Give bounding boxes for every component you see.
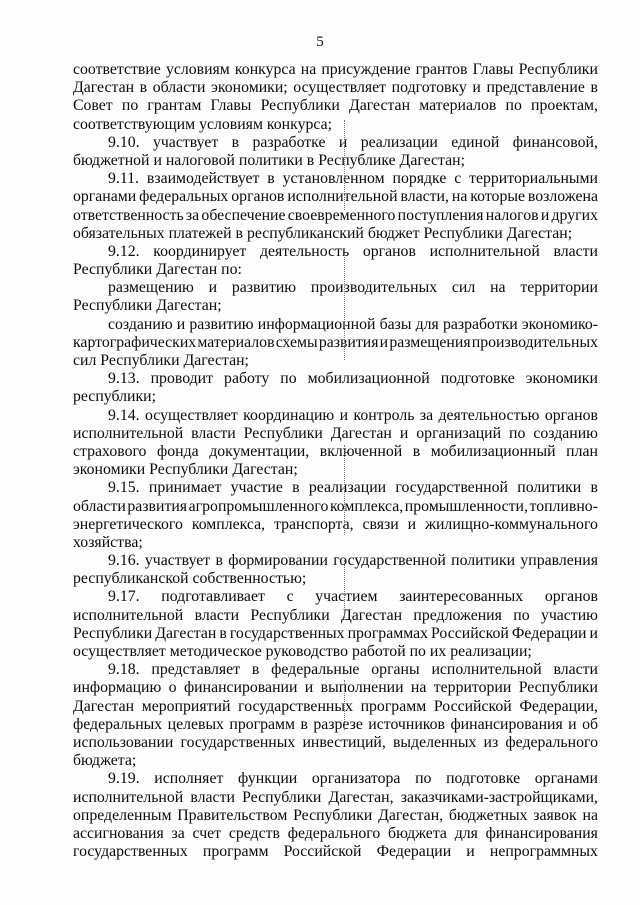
word: об <box>582 715 598 733</box>
word: реализации <box>308 479 387 497</box>
word: Республики <box>242 788 322 806</box>
word: средств <box>228 824 280 842</box>
word: и <box>399 424 409 442</box>
text-line: республики; <box>73 388 156 406</box>
word: федеральные <box>271 661 360 679</box>
word: органами <box>73 188 137 206</box>
word: проектам, <box>531 97 598 115</box>
word: участвует <box>144 552 211 570</box>
text-line <box>73 770 598 788</box>
word: экономики <box>525 370 598 388</box>
word: и <box>589 624 598 642</box>
word: Республики <box>260 97 340 115</box>
word: картографических <box>73 333 197 351</box>
word: Федерации, <box>519 697 598 715</box>
word: подготовке <box>440 370 515 388</box>
word: фонда <box>157 442 199 460</box>
word: координирует <box>153 242 247 260</box>
word: государственных <box>238 697 353 715</box>
word: агропромышленного <box>188 497 329 515</box>
word: работу <box>224 370 270 388</box>
word: и <box>304 679 314 697</box>
text-line <box>73 334 598 352</box>
word: поступления <box>397 206 484 224</box>
word: Российской <box>283 843 362 861</box>
word: Республики <box>293 806 373 824</box>
text-line <box>73 789 598 807</box>
word: конкурса <box>234 61 296 78</box>
word: развития <box>318 333 379 351</box>
text-line <box>73 825 598 843</box>
word: Главы <box>210 97 252 115</box>
word: и <box>339 406 349 424</box>
word: Республики <box>250 606 330 624</box>
word: представляет <box>151 661 241 679</box>
word: разработке <box>252 133 326 151</box>
word: целевых <box>167 715 224 733</box>
word: на <box>410 679 427 697</box>
word: организатора <box>311 770 401 788</box>
word: функции <box>238 770 298 788</box>
page-number: 5 <box>316 34 324 50</box>
word: 9.19. <box>108 770 140 788</box>
word: своевременного <box>287 206 396 224</box>
word: Главы <box>472 61 514 78</box>
word: 9.11. <box>108 170 140 188</box>
text-line: республиканской собственностью; <box>73 570 307 588</box>
scan-fold-mark <box>344 120 346 210</box>
word: исполнительной <box>73 606 184 624</box>
word: заказчиками-застройщиками, <box>400 788 598 806</box>
word: Дагестан <box>330 424 392 442</box>
word: органы <box>371 661 420 679</box>
word: созданию <box>108 315 173 333</box>
word: возложена <box>527 188 598 206</box>
word: предложения <box>413 606 502 624</box>
word: исполнительной <box>73 424 184 442</box>
word: в <box>590 479 598 497</box>
word: счет <box>192 824 222 842</box>
word: в <box>231 133 240 151</box>
word: области <box>73 497 126 515</box>
word: государственных <box>229 624 345 642</box>
word: по <box>415 770 432 788</box>
word: участие <box>230 479 283 497</box>
word: участием <box>315 588 378 606</box>
word: Федерации <box>376 843 452 861</box>
word: документации, <box>209 442 310 460</box>
word: 9.15. <box>108 479 140 497</box>
word: власти <box>553 661 598 679</box>
word: Дагестан <box>348 97 411 115</box>
word: из <box>483 733 499 751</box>
word: участию <box>540 606 598 624</box>
word: сил <box>451 279 476 297</box>
word: для <box>415 315 439 333</box>
word: Республики <box>73 624 153 642</box>
word: размещению <box>108 279 194 297</box>
word: материалов <box>419 97 497 115</box>
text-line <box>73 443 598 461</box>
word: власти, <box>400 188 449 206</box>
word: развития <box>127 497 188 515</box>
word: энергетического <box>73 515 183 533</box>
word: в <box>267 170 275 188</box>
word: исполняет <box>154 770 224 788</box>
scan-fold-mark <box>344 560 346 620</box>
text-line <box>73 607 598 625</box>
word: исполнительной <box>287 188 398 206</box>
word: на <box>582 806 598 824</box>
word: Республики <box>518 679 598 697</box>
text-line <box>73 243 598 261</box>
word: 9.10. <box>108 133 140 151</box>
word: которые <box>470 188 525 206</box>
word: реализации <box>360 133 438 151</box>
word: территории <box>433 679 512 697</box>
word: 9.18. <box>108 661 140 679</box>
text-line <box>73 79 598 97</box>
word: программ <box>360 697 427 715</box>
text-line <box>73 479 598 497</box>
word: на <box>300 61 317 78</box>
word: материалов <box>197 333 275 351</box>
word: схемы <box>275 333 318 351</box>
word: информацию <box>73 679 162 697</box>
word: власти <box>194 606 240 624</box>
word: с <box>454 170 462 188</box>
text-line <box>73 498 598 516</box>
text-line: соответствующим условиям конкурса; <box>73 115 332 133</box>
word: комплекса, <box>191 515 266 533</box>
word: экономико- <box>521 315 598 333</box>
word: в <box>292 479 300 497</box>
word: государственной <box>333 552 446 570</box>
word: ассигнования <box>73 824 164 842</box>
word: финансировании <box>183 679 298 697</box>
word: страхового <box>73 442 147 460</box>
word: транспорта, <box>274 515 354 533</box>
word: информационной <box>257 315 376 333</box>
word: исполнительной <box>431 661 542 679</box>
word: Федерации <box>511 624 587 642</box>
document-body <box>73 61 598 861</box>
word: и <box>568 715 577 733</box>
text-line: хозяйства; <box>73 533 143 551</box>
word: области <box>152 79 206 97</box>
text-line: бюджета; <box>73 752 137 770</box>
word: программах <box>347 624 429 642</box>
text-line: осуществляет методическое руководство работой по их реализации; <box>73 643 532 660</box>
word: федеральных <box>139 188 229 206</box>
word: комплекса, <box>329 497 404 515</box>
word: 9.14. <box>108 406 140 424</box>
word: производительных <box>310 279 438 297</box>
text-line <box>73 207 598 225</box>
text-line <box>73 61 598 79</box>
word: 9.13. <box>108 370 140 388</box>
text-line: Республики Дагестан по: <box>73 261 242 279</box>
word: обеспечение <box>201 206 286 224</box>
word: Дагестан <box>341 606 403 624</box>
word: в <box>219 624 227 642</box>
word: территории <box>520 279 598 297</box>
text-line <box>73 279 598 297</box>
word: Дагестан, <box>378 806 444 824</box>
text-line <box>73 661 598 679</box>
word: заявок <box>533 806 577 824</box>
word: для <box>454 824 478 842</box>
word: условиям <box>165 61 230 78</box>
text-line <box>73 170 598 188</box>
word: деятельностью <box>438 406 540 424</box>
word: контроль <box>353 406 415 424</box>
word: связи <box>362 515 399 533</box>
word: по <box>121 97 139 115</box>
word: присуждение <box>321 61 411 78</box>
text-line <box>73 588 598 606</box>
word: представление <box>486 79 585 97</box>
word: по <box>509 424 526 442</box>
word: 9.12. <box>108 242 140 260</box>
word: и <box>379 333 389 351</box>
word: топливно- <box>529 497 598 515</box>
word: принимает <box>148 479 222 497</box>
word: и <box>176 315 186 333</box>
text-line <box>73 188 598 206</box>
scan-fold-mark <box>344 680 346 730</box>
text-line <box>73 698 598 716</box>
word: производительных <box>471 333 598 351</box>
scan-fold-mark <box>344 250 346 360</box>
word: участвует <box>152 133 219 151</box>
word: развитию <box>189 315 254 333</box>
text-line <box>73 516 598 534</box>
word: других <box>551 206 598 224</box>
word: программ <box>229 715 296 733</box>
word: в <box>139 79 148 97</box>
word: Республики <box>243 424 323 442</box>
text-line: бюджетной и налоговой политики в Республике Дагестан; <box>73 151 465 169</box>
word: за <box>185 206 200 224</box>
word: использовании <box>73 733 174 751</box>
word: жилищно-коммунального <box>425 515 598 533</box>
word: и <box>208 279 218 297</box>
word: экономики; <box>211 79 288 97</box>
word: по <box>513 606 530 624</box>
word: грантам <box>147 97 202 115</box>
word: деятельность <box>259 242 350 260</box>
word: государственных <box>73 843 188 861</box>
word: развитию <box>231 279 297 297</box>
word: в <box>251 661 260 679</box>
text-line <box>73 679 598 697</box>
word: власти <box>553 242 598 260</box>
word: размещения <box>389 333 471 351</box>
word: власти <box>190 788 235 806</box>
word: в <box>412 442 421 460</box>
word: созданию <box>533 424 598 442</box>
word: и <box>338 133 348 151</box>
word: подготовке <box>446 770 521 788</box>
word: территориальными <box>469 170 598 188</box>
text-line <box>73 316 598 334</box>
word: Дагестан <box>155 624 217 642</box>
word: органов <box>362 242 416 260</box>
word: федерального <box>287 824 381 842</box>
word: 9.16. <box>108 552 140 570</box>
word: и <box>407 515 417 533</box>
word: Дагестан, <box>328 788 394 806</box>
word: с <box>286 588 294 606</box>
word: по <box>505 97 522 115</box>
text-line <box>73 407 598 425</box>
word: Дагестан <box>73 79 135 97</box>
word: государственных <box>180 733 296 751</box>
word: подготовку <box>391 79 467 97</box>
word: план <box>566 442 598 460</box>
word: по <box>280 370 297 388</box>
word: исполнительной <box>73 788 184 806</box>
word: бюджетных <box>448 806 528 824</box>
text-line: обязательных платежей в республиканский бюджет Республики Дагестан; <box>73 224 573 242</box>
word: в <box>300 715 308 733</box>
word: мобилизационный <box>430 442 556 460</box>
text-line <box>73 734 598 752</box>
scan-fold-mark <box>344 445 346 535</box>
word: Дагестан <box>73 697 135 715</box>
word: грантов <box>415 61 468 78</box>
word: на <box>490 279 506 297</box>
word: осуществляет <box>144 406 238 424</box>
word: установленном <box>282 170 385 188</box>
word: выполнении <box>320 679 404 697</box>
word: Российской <box>431 624 509 642</box>
word: управления <box>520 552 598 570</box>
word: соответствие <box>73 61 161 78</box>
word: выделенных <box>392 733 477 751</box>
text-line <box>73 625 598 643</box>
text-line <box>73 134 598 152</box>
word: органов <box>544 406 598 424</box>
text-line: экономики Республики Дагестан; <box>73 461 298 479</box>
word: финансирования <box>450 715 563 733</box>
word: промышленности, <box>404 497 528 515</box>
word: 9.17. <box>108 588 140 606</box>
word: Совет <box>73 97 113 115</box>
word: бюджета <box>388 824 447 842</box>
word: подготавливает <box>161 588 265 606</box>
word: включенной <box>319 442 403 460</box>
text-line: сил Республики Дагестан; <box>73 352 249 369</box>
word: определенным <box>73 806 172 824</box>
word: исполнительной <box>429 242 540 260</box>
word: осуществляет <box>293 79 387 97</box>
word: за <box>419 406 434 424</box>
word: Правительством <box>177 806 288 824</box>
word: и <box>466 843 475 861</box>
text-line <box>73 716 598 734</box>
word: организаций <box>416 424 502 442</box>
word: и <box>472 79 481 97</box>
word: Российской <box>433 697 512 715</box>
word: Республики <box>518 61 598 78</box>
word: государственной <box>395 479 508 497</box>
word: органами <box>534 770 598 788</box>
word: ответственность <box>73 206 184 224</box>
word: мобилизационной <box>307 370 430 388</box>
word: взаимодействует <box>146 170 260 188</box>
word: о <box>168 679 177 697</box>
word: инвестиций, <box>302 733 386 751</box>
word: координацию <box>243 406 335 424</box>
word: налогов <box>485 206 539 224</box>
word: программ <box>202 843 269 861</box>
word: в <box>590 79 598 97</box>
word: мероприятий <box>141 697 231 715</box>
word: федеральных <box>73 715 163 733</box>
word: источников <box>368 715 446 733</box>
word: финансовой, <box>512 133 598 151</box>
word: федерального <box>505 733 598 751</box>
text-line: Республики Дагестан; <box>73 297 222 315</box>
text-line <box>73 552 598 570</box>
word: единой <box>451 133 500 151</box>
word: разрезе <box>313 715 363 733</box>
word: проводит <box>150 370 214 388</box>
word: финансирования <box>485 824 598 842</box>
word: политики <box>517 479 582 497</box>
text-line <box>73 370 598 388</box>
word: политики <box>451 552 516 570</box>
word: формировании <box>228 552 328 570</box>
word: и <box>540 206 550 224</box>
word: власти <box>191 424 236 442</box>
word: разработки <box>442 315 518 333</box>
text-line <box>73 97 598 115</box>
word: заинтересованных <box>399 588 524 606</box>
word: на <box>451 188 468 206</box>
word: за <box>171 824 185 842</box>
text-line <box>73 425 598 443</box>
text-line <box>73 843 598 861</box>
word: в <box>215 552 223 570</box>
word: базы <box>379 315 412 333</box>
word: непрограммных <box>489 843 598 861</box>
word: порядке <box>392 170 447 188</box>
text-line <box>73 807 598 825</box>
word: органов <box>231 188 285 206</box>
word: органов <box>544 588 598 606</box>
